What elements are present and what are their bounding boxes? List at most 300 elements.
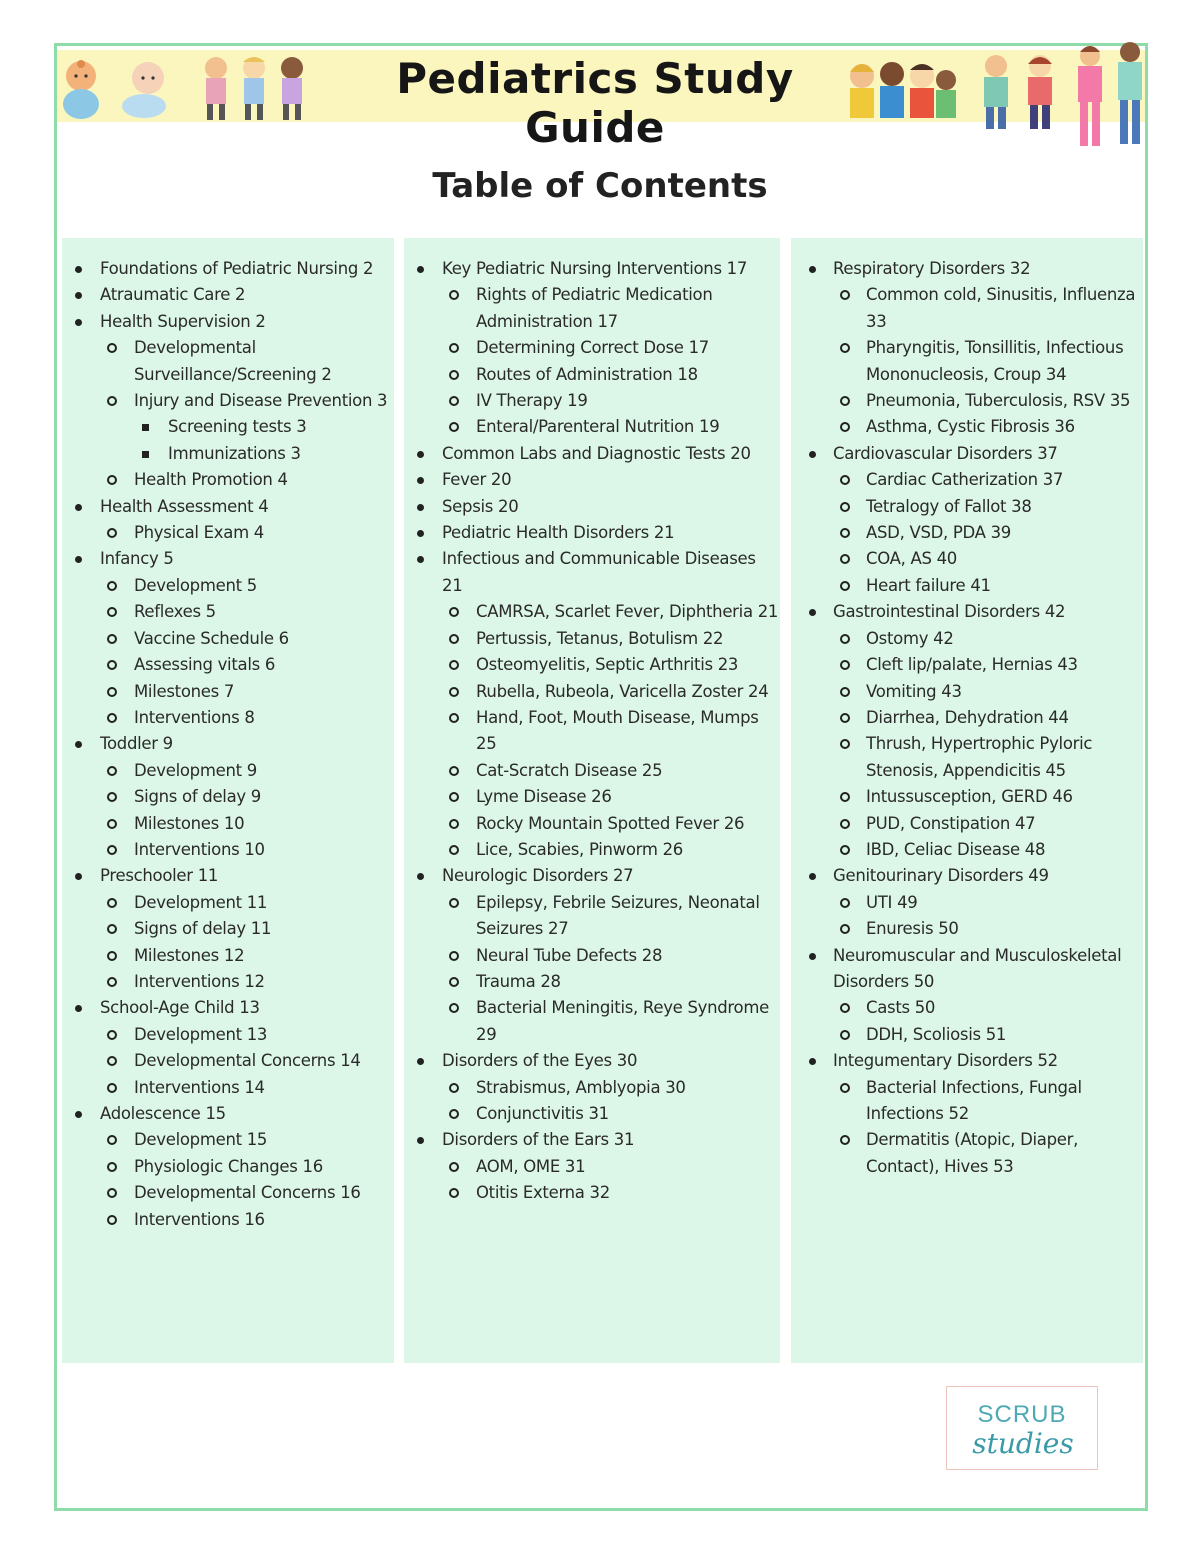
- toc-entry-level-2: [791, 546, 1143, 572]
- toc-entry-level-2: [62, 1154, 394, 1180]
- bullet-disc-icon: [417, 873, 424, 880]
- toc-entry-level-2: [62, 335, 394, 388]
- toc-entry-text: Determining Correct Dose 17: [476, 338, 710, 358]
- toc-entry-text: IV Therapy 19: [476, 391, 588, 411]
- toc-entry-level-2: [62, 520, 394, 546]
- bullet-circle-icon: [107, 845, 117, 855]
- bullet-circle-icon: [840, 713, 850, 723]
- toc-entry-level-1: [62, 309, 394, 335]
- toc-entry-level-2: [791, 995, 1143, 1021]
- bullet-circle-icon: [107, 687, 117, 697]
- toc-entry-level-1: [791, 943, 1143, 996]
- toc-entry-text: Milestones 10: [134, 813, 245, 833]
- bullet-disc-icon: [417, 451, 424, 458]
- toc-entry-level-1: [404, 256, 780, 282]
- toc-entry-text: Strabismus, Amblyopia 30: [476, 1077, 686, 1097]
- toc-entry-level-2: [791, 784, 1143, 810]
- toc-entry-text: Respiratory Disorders 32: [833, 259, 1031, 278]
- bullet-circle-icon: [840, 845, 850, 855]
- toc-entry-text: Cardiac Catherization 37: [866, 470, 1064, 490]
- toc-entry-level-2: [404, 705, 780, 758]
- toc-entry-level-2: [791, 679, 1143, 705]
- toc-entry-level-2: [404, 943, 780, 969]
- toc-entry-text: Dermatitis (Atopic, Diaper, Contact), Hives 53: [866, 1130, 1079, 1176]
- toc-entry-text: Immunizations 3: [168, 443, 301, 463]
- toc-entry-level-1: [404, 546, 780, 599]
- toc-column-2: [404, 238, 780, 1363]
- toc-entry-level-1: [62, 1101, 394, 1127]
- toc-entry-text: Adolescence 15: [100, 1104, 226, 1123]
- baby-illustration: [56, 58, 106, 120]
- toc-entry-text: Enteral/Parenteral Nutrition 19: [476, 417, 720, 437]
- scrub-studies-logo: [946, 1386, 1098, 1470]
- bullet-circle-icon: [107, 924, 117, 934]
- toc-entry-text: CAMRSA, Scarlet Fever, Diphtheria 21: [476, 602, 779, 622]
- toc-entry-level-2: [791, 282, 1143, 335]
- bullet-circle-icon: [107, 1056, 117, 1066]
- bullet-circle-icon: [840, 819, 850, 829]
- toc-entry-text: Otitis Externa 32: [476, 1183, 610, 1203]
- toc-entry-text: Milestones 12: [134, 945, 245, 965]
- toc-entry-level-2: [404, 388, 780, 414]
- bullet-circle-icon: [449, 422, 459, 432]
- guide-title: Pediatrics Study Guide: [396, 54, 794, 152]
- toc-entry-text: Atraumatic Care 2: [100, 285, 246, 305]
- toc-entry-level-1: [62, 546, 394, 572]
- bullet-square-icon: [142, 424, 149, 431]
- toc-entry-level-2: [404, 995, 780, 1048]
- toc-entry-level-2: [791, 1127, 1143, 1180]
- toc-entry-text: Heart failure 41: [866, 575, 991, 595]
- toc-entry-level-3: [62, 441, 394, 467]
- children-group-illustration: [842, 56, 960, 128]
- toddlers-illustration: [196, 54, 314, 124]
- toc-entry-text: Sepsis 20: [442, 496, 519, 516]
- toc-entry-level-1: [404, 494, 780, 520]
- baby-illustration: [116, 58, 176, 120]
- toc-entry-text: Disorders of the Ears 31: [442, 1130, 635, 1150]
- toc-entry-level-2: [62, 388, 394, 414]
- bullet-circle-icon: [107, 607, 117, 617]
- bullet-circle-icon: [449, 792, 459, 802]
- toc-entry-text: Epilepsy, Febrile Seizures, Neonatal Seizures 27: [476, 892, 760, 939]
- toc-entry-text: ASD, VSD, PDA 39: [866, 523, 1012, 543]
- toc-entry-text: Neuromuscular and Musculoskeletal Disorders 50: [833, 945, 1122, 991]
- logo-text-bottom: studies: [972, 1427, 1074, 1460]
- bullet-circle-icon: [449, 290, 459, 300]
- bullet-disc-icon: [75, 1111, 82, 1118]
- bullet-circle-icon: [107, 396, 117, 406]
- toc-entry-level-2: [62, 705, 394, 731]
- toc-entry-text: Tetralogy of Fallot 38: [866, 496, 1032, 516]
- toc-entry-text: Cardiovascular Disorders 37: [833, 443, 1058, 463]
- toc-entry-level-2: [62, 837, 394, 863]
- toc-entry-text: Development 15: [134, 1130, 268, 1150]
- toc-entry-text: Screening tests 3: [168, 417, 307, 437]
- toc-entry-level-2: [791, 916, 1143, 942]
- toc-entry-level-2: [404, 282, 780, 335]
- bullet-circle-icon: [107, 1162, 117, 1172]
- toc-entry-text: Interventions 10: [134, 839, 265, 859]
- toc-entry-text: Preschooler 11: [100, 866, 219, 886]
- toc-entry-text: Ostomy 42: [866, 628, 954, 648]
- toc-entry-level-2: [404, 1075, 780, 1101]
- toc-entry-text: Developmental Surveillance/Screening 2: [134, 338, 332, 384]
- toc-entry-level-3: [62, 414, 394, 440]
- toc-entry-text: Signs of delay 9: [134, 787, 262, 807]
- toc-entry-level-2: [404, 890, 780, 943]
- toc-entry-level-2: [404, 837, 780, 863]
- bullet-circle-icon: [107, 634, 117, 644]
- toc-entry-text: PUD, Constipation 47: [866, 813, 1036, 833]
- bullet-disc-icon: [75, 556, 82, 563]
- bullet-circle-icon: [840, 554, 850, 564]
- toc-entry-level-2: [62, 811, 394, 837]
- bullet-circle-icon: [107, 713, 117, 723]
- toc-entry-text: Conjunctivitis 31: [476, 1104, 609, 1123]
- bullet-circle-icon: [840, 924, 850, 934]
- bullet-disc-icon: [75, 1005, 82, 1012]
- toc-entry-text: Vaccine Schedule 6: [134, 628, 289, 648]
- toc-entry-text: Common Labs and Diagnostic Tests 20: [442, 443, 751, 463]
- bullet-circle-icon: [449, 766, 459, 776]
- toc-entry-level-1: [404, 1048, 780, 1074]
- toc-entry-level-2: [404, 1180, 780, 1206]
- toc-entry-text: Key Pediatric Nursing Interventions 17: [442, 259, 748, 278]
- toc-entry-text: Development 11: [134, 892, 268, 912]
- toc-entry-text: Development 13: [134, 1024, 268, 1044]
- toc-entry-level-2: [791, 335, 1143, 388]
- toc-entry-level-2: [62, 599, 394, 625]
- bullet-square-icon: [142, 451, 149, 458]
- toc-entry-level-1: [62, 863, 394, 889]
- toc-entry-text: Injury and Disease Prevention 3: [134, 391, 388, 411]
- toc-entry-text: Cat-Scratch Disease 25: [476, 760, 663, 780]
- bullet-circle-icon: [449, 819, 459, 829]
- bullet-circle-icon: [107, 1030, 117, 1040]
- child-illustration: [1012, 52, 1068, 132]
- bullet-circle-icon: [449, 1162, 459, 1172]
- bullet-circle-icon: [840, 502, 850, 512]
- toc-entry-text: Physiologic Changes 16: [134, 1156, 323, 1176]
- toc-entry-level-2: [62, 652, 394, 678]
- toc-entry-level-2: [62, 1048, 394, 1074]
- toc-entry-text: AOM, OME 31: [476, 1156, 586, 1176]
- toc-entry-text: Rocky Mountain Spotted Fever 26: [476, 813, 745, 833]
- bullet-disc-icon: [417, 530, 424, 537]
- toc-entry-level-1: [791, 441, 1143, 467]
- toc-entry-text: Bacterial Infections, Fungal Infections 52: [866, 1077, 1082, 1123]
- toc-entry-text: Pharyngitis, Tonsillitis, Infectious Mononucleosis, Croup 34: [866, 338, 1124, 384]
- bullet-circle-icon: [107, 977, 117, 987]
- toc-entry-level-2: [62, 679, 394, 705]
- toc-entry-level-2: [791, 731, 1143, 784]
- toc-entry-text: Osteomyelitis, Septic Arthritis 23: [476, 655, 739, 675]
- toc-entry-level-2: [791, 520, 1143, 546]
- bullet-circle-icon: [107, 343, 117, 353]
- toc-entry-level-2: [791, 652, 1143, 678]
- toc-entry-level-2: [791, 626, 1143, 652]
- toc-entry-level-2: [404, 784, 780, 810]
- toc-entry-text: Asthma, Cystic Fibrosis 36: [866, 417, 1075, 437]
- toc-entry-level-2: [404, 335, 780, 361]
- teen-illustration: [1070, 42, 1110, 152]
- toc-entry-level-1: [404, 441, 780, 467]
- toc-entry-text: Assessing vitals 6: [134, 655, 276, 675]
- toc-entry-text: UTI 49: [866, 892, 918, 912]
- bullet-circle-icon: [840, 1003, 850, 1013]
- toc-entry-text: Lice, Scabies, Pinworm 26: [476, 839, 683, 859]
- toc-entry-level-2: [791, 890, 1143, 916]
- toc-entry-text: Intussusception, GERD 46: [866, 787, 1073, 807]
- toc-entry-level-2: [62, 573, 394, 599]
- bullet-circle-icon: [449, 396, 459, 406]
- toc-entry-text: Interventions 12: [134, 971, 265, 991]
- toc-entry-text: Signs of delay 11: [134, 919, 272, 939]
- toc-entry-text: Cleft lip/palate, Hernias 43: [866, 655, 1078, 675]
- toc-entry-level-1: [791, 1048, 1143, 1074]
- toc-entry-text: Diarrhea, Dehydration 44: [866, 707, 1069, 727]
- toc-entry-level-2: [791, 1022, 1143, 1048]
- bullet-circle-icon: [107, 475, 117, 485]
- toc-entry-level-2: [404, 1154, 780, 1180]
- toc-entry-text: Milestones 7: [134, 681, 235, 701]
- toc-entry-text: Thrush, Hypertrophic Pyloric Stenosis, Appendicitis 45: [866, 734, 1093, 780]
- toc-entry-level-1: [791, 256, 1143, 282]
- bullet-circle-icon: [840, 634, 850, 644]
- bullet-disc-icon: [417, 266, 424, 273]
- toc-entry-text: Development 9: [134, 760, 257, 780]
- bullet-circle-icon: [107, 581, 117, 591]
- bullet-disc-icon: [809, 1058, 816, 1065]
- toc-entry-text: Enuresis 50: [866, 919, 959, 939]
- toc-entry-text: Routes of Administration 18: [476, 364, 698, 384]
- toc-entry-text: Fever 20: [442, 470, 512, 490]
- bullet-circle-icon: [449, 1083, 459, 1093]
- toc-entry-text: Infectious and Communicable Diseases 21: [442, 549, 756, 595]
- toc-entry-text: Genitourinary Disorders 49: [833, 866, 1049, 886]
- bullet-circle-icon: [840, 396, 850, 406]
- bullet-disc-icon: [809, 873, 816, 880]
- toc-column-3: [791, 238, 1143, 1363]
- toc-entry-level-2: [791, 837, 1143, 863]
- toc-entry-level-2: [791, 388, 1143, 414]
- toc-entry-level-2: [62, 916, 394, 942]
- toc-entry-level-2: [791, 414, 1143, 440]
- bullet-disc-icon: [75, 741, 82, 748]
- toc-heading: Table of Contents: [432, 166, 768, 206]
- bullet-circle-icon: [107, 1083, 117, 1093]
- toc-entry-text: IBD, Celiac Disease 48: [866, 839, 1046, 859]
- toc-entry-level-2: [62, 758, 394, 784]
- bullet-circle-icon: [449, 1003, 459, 1013]
- bullet-circle-icon: [107, 1215, 117, 1225]
- toc-entry-level-2: [404, 1101, 780, 1127]
- bullet-circle-icon: [449, 370, 459, 380]
- toc-entry-level-2: [791, 705, 1143, 731]
- toc-entry-text: Rubella, Rubeola, Varicella Zoster 24: [476, 681, 769, 701]
- toc-entry-level-2: [404, 599, 780, 625]
- bullet-circle-icon: [449, 977, 459, 987]
- toc-entry-level-2: [404, 652, 780, 678]
- bullet-disc-icon: [417, 477, 424, 484]
- toc-entry-text: Neural Tube Defects 28: [476, 945, 663, 965]
- toc-entry-level-1: [404, 1127, 780, 1153]
- bullet-circle-icon: [449, 660, 459, 670]
- bullet-disc-icon: [75, 292, 82, 299]
- toc-entry-text: Neurologic Disorders 27: [442, 866, 634, 886]
- bullet-circle-icon: [840, 1030, 850, 1040]
- toc-entry-level-1: [62, 731, 394, 757]
- toc-entry-text: Integumentary Disorders 52: [833, 1051, 1058, 1071]
- toc-entry-level-2: [791, 811, 1143, 837]
- bullet-disc-icon: [417, 556, 424, 563]
- bullet-circle-icon: [840, 660, 850, 670]
- teen-illustration: [1110, 40, 1150, 150]
- toc-entry-level-2: [791, 494, 1143, 520]
- logo-text-top: SCRUB: [977, 1401, 1067, 1428]
- bullet-disc-icon: [809, 451, 816, 458]
- bullet-circle-icon: [449, 1109, 459, 1119]
- bullet-circle-icon: [449, 713, 459, 723]
- toc-entry-text: Rights of Pediatric Medication Administration 17: [476, 285, 713, 331]
- bullet-disc-icon: [809, 953, 816, 960]
- bullet-circle-icon: [449, 951, 459, 961]
- toc-entry-text: Developmental Concerns 14: [134, 1051, 361, 1071]
- toc-entry-level-2: [62, 943, 394, 969]
- toc-entry-level-2: [62, 784, 394, 810]
- bullet-circle-icon: [840, 739, 850, 749]
- toc-entry-text: Interventions 8: [134, 707, 255, 727]
- toc-entry-text: Pneumonia, Tuberculosis, RSV 35: [866, 391, 1131, 411]
- toc-entry-level-2: [404, 626, 780, 652]
- bullet-circle-icon: [449, 845, 459, 855]
- toc-entry-level-1: [62, 494, 394, 520]
- toc-entry-level-1: [62, 282, 394, 308]
- bullet-circle-icon: [107, 528, 117, 538]
- toc-entry-level-2: [62, 969, 394, 995]
- toc-entry-level-2: [791, 1075, 1143, 1128]
- toc-entry-level-2: [62, 1127, 394, 1153]
- toc-entry-text: Developmental Concerns 16: [134, 1183, 361, 1203]
- bullet-disc-icon: [417, 504, 424, 511]
- toc-entry-level-2: [62, 1207, 394, 1233]
- bullet-circle-icon: [107, 1188, 117, 1198]
- toc-entry-text: Foundations of Pediatric Nursing 2: [100, 259, 374, 278]
- toc-entry-level-2: [62, 1180, 394, 1206]
- bullet-disc-icon: [417, 1058, 424, 1065]
- toc-entry-text: Pediatric Health Disorders 21: [442, 523, 675, 543]
- bullet-circle-icon: [449, 607, 459, 617]
- toc-entry-text: Interventions 16: [134, 1209, 265, 1229]
- toc-entry-level-2: [404, 969, 780, 995]
- toc-entry-level-2: [404, 758, 780, 784]
- bullet-circle-icon: [840, 898, 850, 908]
- bullet-circle-icon: [107, 660, 117, 670]
- toc-entry-text: DDH, Scoliosis 51: [866, 1024, 1007, 1044]
- toc-column-1: [62, 238, 394, 1363]
- bullet-circle-icon: [449, 1188, 459, 1198]
- toc-entry-level-2: [791, 467, 1143, 493]
- toc-entry-text: Interventions 14: [134, 1077, 265, 1097]
- toc-entry-text: Vomiting 43: [866, 681, 962, 701]
- toc-entry-text: Health Promotion 4: [134, 470, 288, 490]
- toc-entry-level-2: [62, 467, 394, 493]
- toc-entry-text: Disorders of the Eyes 30: [442, 1051, 638, 1071]
- bullet-circle-icon: [840, 343, 850, 353]
- bullet-circle-icon: [840, 792, 850, 802]
- bullet-circle-icon: [840, 581, 850, 591]
- toc-entry-text: Gastrointestinal Disorders 42: [833, 602, 1066, 622]
- toc-entry-level-1: [62, 995, 394, 1021]
- bullet-disc-icon: [417, 1137, 424, 1144]
- bullet-disc-icon: [75, 319, 82, 326]
- toc-entry-text: Common cold, Sinusitis, Influenza 33: [866, 285, 1136, 331]
- toc-entry-text: COA, AS 40: [866, 549, 957, 569]
- bullet-circle-icon: [840, 528, 850, 538]
- bullet-circle-icon: [840, 687, 850, 697]
- toc-entry-level-2: [62, 1022, 394, 1048]
- bullet-circle-icon: [840, 1083, 850, 1093]
- toc-entry-text: Lyme Disease 26: [476, 787, 612, 807]
- toc-entry-text: School-Age Child 13: [100, 998, 260, 1018]
- toc-entry-level-1: [404, 467, 780, 493]
- toc-entry-text: Health Supervision 2: [100, 311, 266, 331]
- toc-entry-level-1: [791, 599, 1143, 625]
- toc-entry-text: Trauma 28: [476, 971, 561, 991]
- toc-entry-level-1: [404, 520, 780, 546]
- bullet-circle-icon: [840, 290, 850, 300]
- bullet-circle-icon: [107, 1135, 117, 1145]
- bullet-circle-icon: [840, 475, 850, 485]
- toc-entry-level-1: [791, 863, 1143, 889]
- toc-entry-text: Bacterial Meningitis, Reye Syndrome 29: [476, 998, 769, 1044]
- bullet-disc-icon: [75, 873, 82, 880]
- bullet-disc-icon: [75, 266, 82, 273]
- bullet-circle-icon: [107, 819, 117, 829]
- bullet-circle-icon: [107, 766, 117, 776]
- bullet-disc-icon: [809, 266, 816, 273]
- bullet-circle-icon: [840, 422, 850, 432]
- bullet-disc-icon: [809, 609, 816, 616]
- toc-entry-level-2: [62, 1075, 394, 1101]
- toc-entry-level-1: [404, 863, 780, 889]
- toc-entry-text: Hand, Foot, Mouth Disease, Mumps 25: [476, 707, 759, 754]
- bullet-disc-icon: [75, 504, 82, 511]
- toc-entry-text: Casts 50: [866, 998, 936, 1018]
- toc-entry-text: Infancy 5: [100, 549, 174, 569]
- bullet-circle-icon: [107, 951, 117, 961]
- toc-entry-text: Toddler 9: [100, 734, 173, 754]
- bullet-circle-icon: [449, 634, 459, 644]
- bullet-circle-icon: [449, 343, 459, 353]
- bullet-circle-icon: [840, 1135, 850, 1145]
- toc-entry-level-2: [404, 811, 780, 837]
- toc-entry-text: Development 5: [134, 575, 257, 595]
- toc-entry-text: Physical Exam 4: [134, 523, 264, 543]
- toc-entry-text: Health Assessment 4: [100, 496, 269, 516]
- toc-entry-level-2: [791, 573, 1143, 599]
- toc-entry-level-2: [404, 679, 780, 705]
- toc-entry-level-2: [62, 890, 394, 916]
- toc-entry-text: Pertussis, Tetanus, Botulism 22: [476, 628, 724, 648]
- toc-entry-level-2: [404, 414, 780, 440]
- bullet-circle-icon: [107, 898, 117, 908]
- toc-entry-text: Reflexes 5: [134, 602, 216, 622]
- bullet-circle-icon: [449, 687, 459, 697]
- toc-entry-level-1: [62, 256, 394, 282]
- toc-entry-level-2: [404, 362, 780, 388]
